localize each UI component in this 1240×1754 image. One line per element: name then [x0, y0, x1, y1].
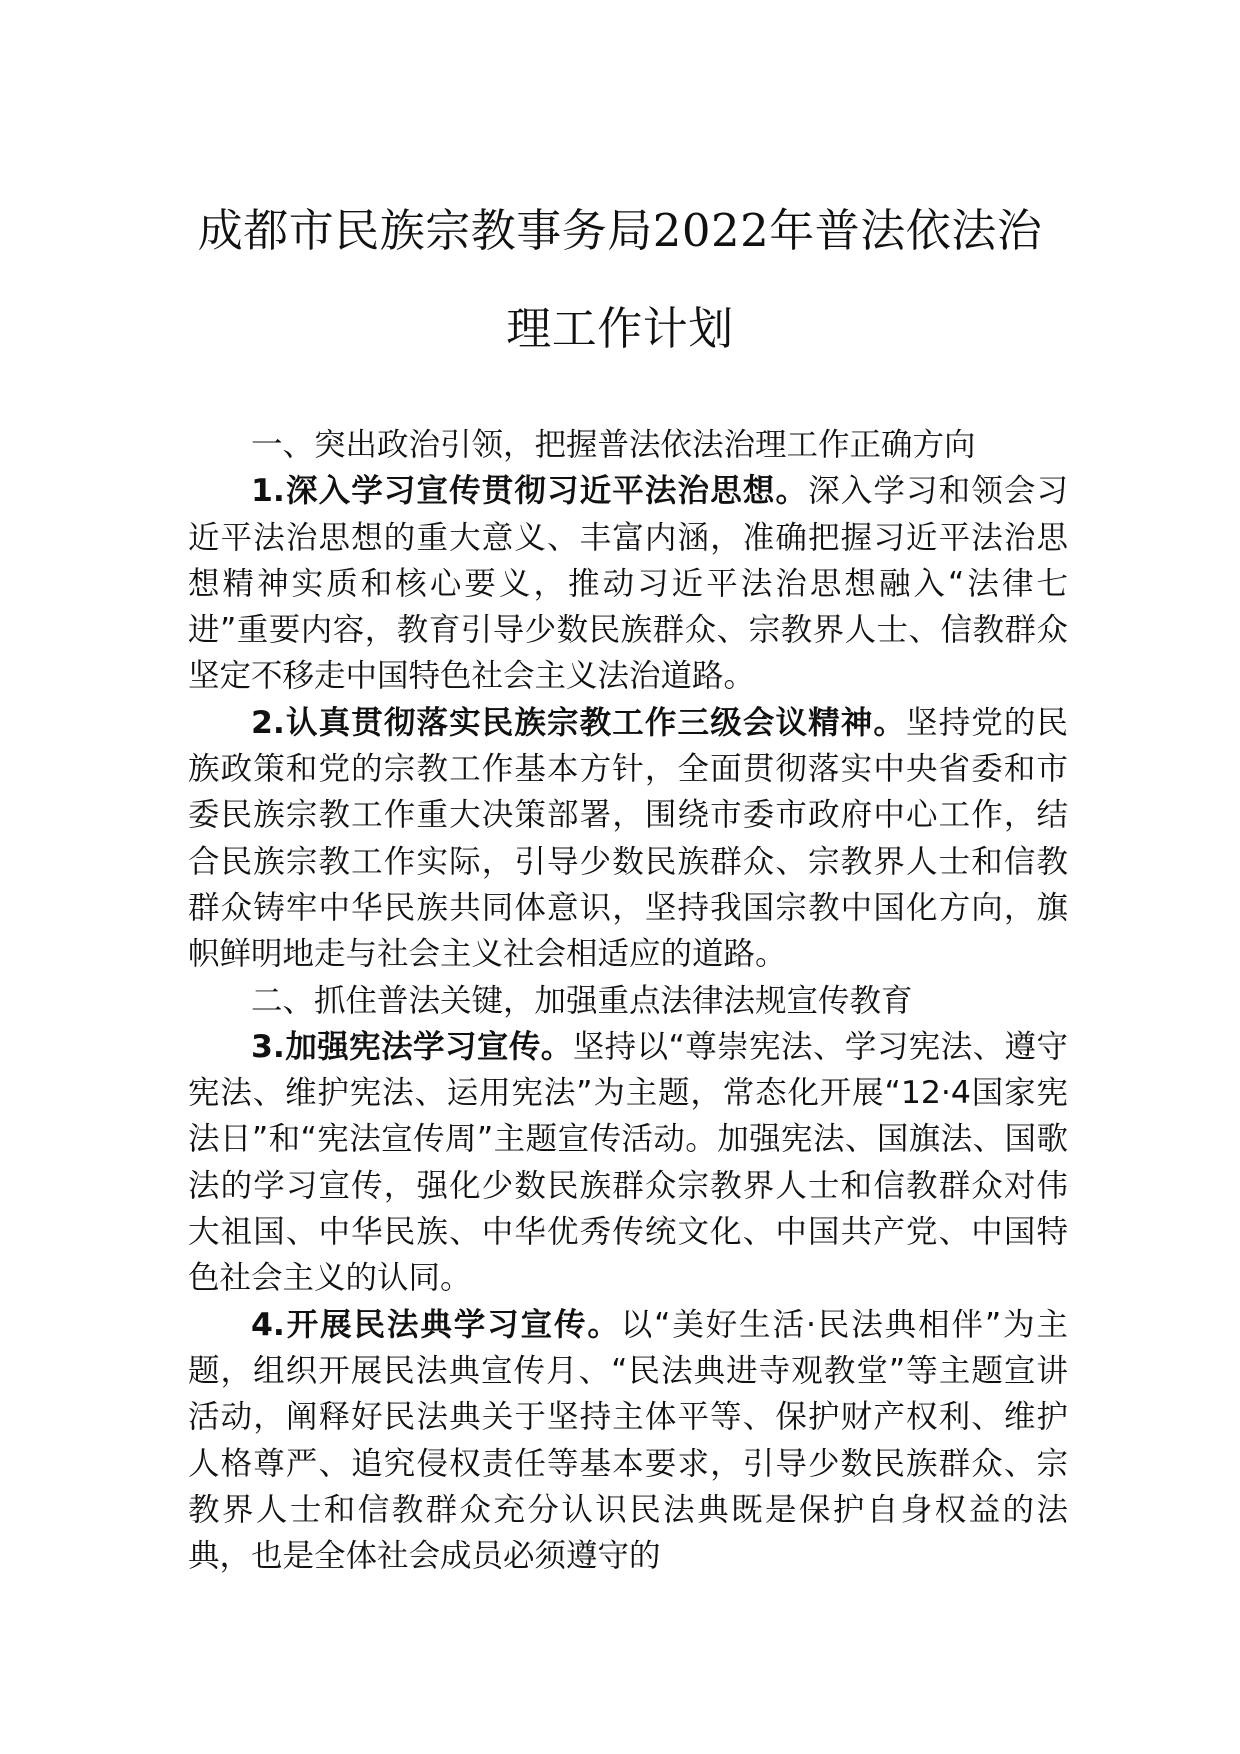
item-text-2: 坚持党的民族政策和党的宗教工作基本方针，全面贯彻落实中央省委和市委民族宗教工作重大决策部署，围绕市委市政府中心工作，结合民族宗教工作实际，引导少数民族群众、宗教界人士和信教群众铸牢中华民族共同体意识，坚持我国宗教中国化方向，旗帜鲜明地走与社会主义社会相适应的道路。 — [188, 704, 1068, 973]
section-heading-2: 二、抓住普法关键，加强重点法律法规宣传教育 — [251, 982, 913, 1019]
paragraph-item-3 — [188, 1024, 1068, 1302]
paragraph-item-4 — [188, 1302, 1068, 1580]
item-lead-2: 2.认真贯彻落实民族宗教工作三级会议精神。 — [251, 704, 906, 741]
paragraph-item-2 — [188, 700, 1068, 978]
item-text-3: 坚持以“尊崇宪法、学习宪法、遵守宪法、维护宪法、运用宪法”为主题，常态化开展“12·4国家宪法日”和“宪法宣传周”主题宣传活动。加强宪法、国旗法、国歌法的学习宣传，强化少数民族群众宗教界人士和信教群众对伟大祖国、中华民族、中华优秀传统文化、中国共产党、中国特色社会主义的认同。 — [188, 1028, 1068, 1297]
title-line-1: 成都市民族宗教事务局2022年普法依法治 — [197, 204, 1043, 257]
item-lead-3: 3.加强宪法学习宣传。 — [251, 1028, 573, 1065]
item-text-4: 以“美好生活·民法典相伴”为主题，组织开展民法典宣传月、“民法典进寺观教堂”等主题宣讲活动，阐释好民法典关于坚持主体平等、保护财产权利、维护人格尊严、追究侵权责任等基本要求，引导少数民族群众、宗教界人士和信教群众充分认识民法典既是保护自身权益的法典，也是全体社会成员必须遵守的 — [188, 1306, 1068, 1575]
item-text-1: 深入学习和领会习近平法治思想的重大意义、丰富内涵，准确把握习近平法治思想精神实质和核心要义，推动习近平法治思想融入“法律七进”重要内容，教育引导少数民族群众、宗教界人士、信教群众坚定不移走中国特色社会主义法治道路。 — [188, 473, 1068, 695]
item-lead-4: 4.开展民法典学习宣传。 — [251, 1306, 621, 1343]
paragraph-item-1 — [188, 468, 1068, 699]
document-body — [188, 422, 1068, 1579]
item-lead-1: 1.深入学习宣传贯彻习近平法治思想。 — [251, 473, 809, 510]
document-title — [150, 182, 1090, 378]
title-line-2: 理工作计划 — [506, 302, 734, 355]
section-heading-1: 一、突出政治引领，把握普法依法治理工作正确方向 — [251, 427, 976, 463]
